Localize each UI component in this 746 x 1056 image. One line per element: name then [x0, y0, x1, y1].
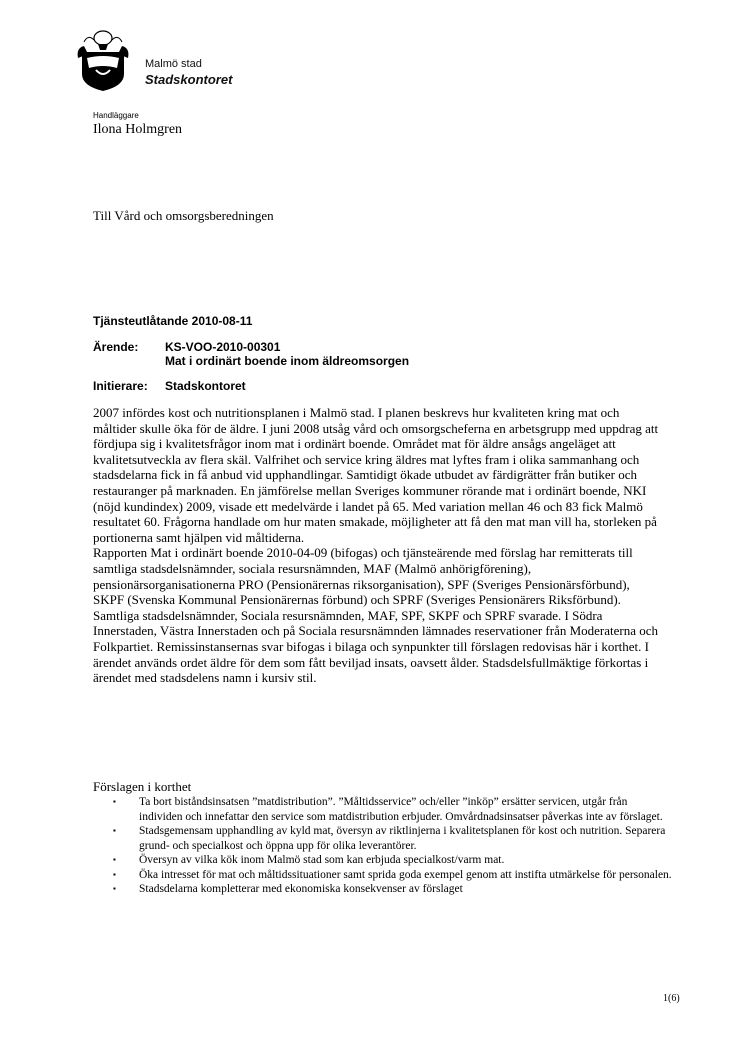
list-item-text: Öka intresset för mat och måltidssituationer samt sprida goda exempel genom att instifta utmärkelse för personalen.: [139, 868, 672, 881]
list-item-text: Översyn av vilka kök inom Malmö stad som kan erbjuda specialkost/varm mat.: [139, 854, 505, 866]
list-item: [113, 868, 673, 883]
body-text: [93, 405, 663, 686]
handlaggare-label: Handläggare: [93, 111, 139, 120]
bullet-icon: ▪: [113, 797, 116, 806]
handlaggare-name: Ilona Holmgren: [93, 122, 183, 137]
recipient-line: Till Vård och omsorgsberedningen: [93, 208, 274, 223]
arende-title: Mat i ordinärt boende inom äldreomsorgen: [165, 354, 410, 368]
arende-block: [93, 340, 410, 368]
body-paragraph: Rapporten Mat i ordinärt boende 2010-04-09 (bifogas) och tjänsteärende med förslag har remitterats till samtliga stadsdelsnämnder, sociala resursnämnden, MAF (Malmö anhörigförening), pensionärsorganisationerna PRO (Pensionärernas riksorganisation), SPF (Sveriges Pensionärsförbund), SKPF (Svenska Kommunal Pensionärernas förbund) och SPRF (Sveriges Pensionärers Riksförbund).: [93, 545, 633, 608]
proposals-list: [113, 795, 673, 897]
arende-values: [165, 340, 409, 368]
page-number: 1(6): [663, 993, 680, 1004]
document-date-line: Tjänsteutlåtande 2010-08-11: [93, 314, 253, 328]
list-item: [113, 824, 673, 853]
malmo-coat-of-arms-icon: [74, 28, 132, 92]
bullet-icon: ▪: [113, 826, 116, 835]
body-paragraph: Samtliga stadsdelsnämnder, Sociala resursnämnden, MAF, SPF, SKPF och SPRF svarade. I Södra Innerstaden, Västra Innerstaden och på Sociala resursnämnden lämnades reservationer från Moderaterna och Folkpartiet. Remissinstansernas svar bifogas i bilaga och synpunkter till förslagen redovisas här i korthet. I ärendet används ordet äldre för dem som fått beviljad insats, oavsett ålder. Stadsdelsfullmäktige förkortas i ärendet med stadsdelens namn i kursiv stil.: [93, 607, 659, 686]
arende-label: Ärende:: [93, 340, 139, 354]
arende-id: KS-VOO-2010-00301: [165, 340, 281, 354]
initierare-label: Initierare:: [93, 379, 148, 393]
list-item-text: Ta bort biståndsinsatsen ”matdistribution”. ”Måltidsservice” och/eller ”inköp” ersätter servicen, utgår från individen och innefattar den service som matdistribution erbjuder. Omvårdnadsinsatser påverkas inte av förslaget.: [139, 796, 663, 823]
org-name: Malmö stad: [145, 58, 202, 70]
body-paragraph: 2007 infördes kost och nutritionsplanen i Malmö stad. I planen beskrevs hur kvaliteten kring mat och måltider skulle öka för de äldre. I juni 2008 utsåg vård och omsorgscheferna en arbetsgrupp med uppdrag att fördjupa sig i kvalitetsfrågor inom mat i ordinärt boende. Området mat för äldre ansågs angeläget att kvalitetsutveckla av flera skäl. Valfrihet och service kring äldres mat lyftes fram i olika sammanhang och stadsdelarna fick in få anbud vid upphandlingar. Samtidigt ökade utbudet av färdigrätter från butiker och restauranger på marknaden. En jämförelse mellan Sveriges kommuner rörande mat i ordinärt boende, NKI (nöjd kundindex) 2009, visade ett medelvärde i landet på 65. Med variation mellan 46 och 83 fick Malmö resultatet 60. Frågorna handlade om hur maten smakade, möjligheter att få den mat man vill ha, storleken på portionerna samt hjälpen vid måltiderna.: [93, 405, 659, 545]
proposals-title: Förslagen i korthet: [93, 779, 192, 794]
bullet-icon: ▪: [113, 884, 116, 893]
list-item: [113, 882, 673, 897]
department-name: Stadskontoret: [145, 72, 233, 87]
initierare-block: [93, 379, 246, 393]
list-item-text: Stadsgemensam upphandling av kyld mat, översyn av riktlinjerna i kvalitetsplanen för kost och nutrition. Separera grund- och specialkost och öppna upp för olika leverantörer.: [139, 825, 666, 852]
bullet-icon: ▪: [113, 869, 116, 879]
list-item-text: Stadsdelarna kompletterar med ekonomiska konsekvenser av förslaget: [139, 883, 463, 895]
initierare-value: Stadskontoret: [165, 379, 246, 393]
list-item: [113, 795, 673, 824]
bullet-icon: ▪: [113, 855, 116, 864]
list-item: [113, 853, 673, 868]
